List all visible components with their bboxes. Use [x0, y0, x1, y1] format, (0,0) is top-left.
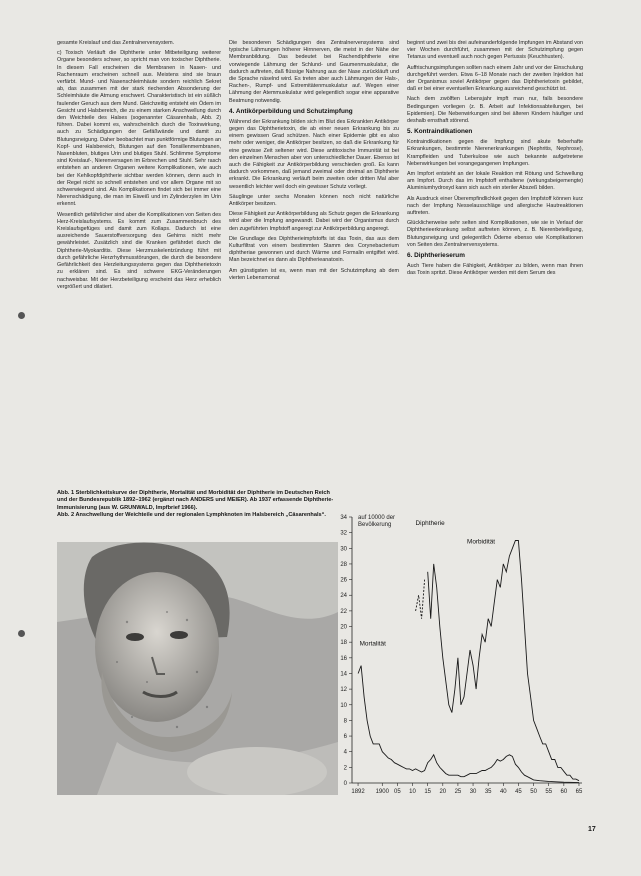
paragraph: Am Impfort entsteht an der lokale Reaktion mit Rötung und Schwellung am Impfort. Durch das im Impfstoff enthaltene (wirkungsbeigemengte) Aluminiumhydroxyd kann sich auch ein steriler Abszeß bilden. — [407, 171, 583, 192]
x-tick-label: 25 — [454, 789, 462, 795]
paragraph: Auch Tiere haben die Fähigkeit, Antikörper zu bilden, wenn man ihnen das Toxin spritzt. Diese Antikörper werden mit dem Serum des — [407, 263, 583, 277]
paragraph: Die besonderen Schädigungen des Zentralnervensystems sind typische Lähmungen höherer Hirnnerven, die meist in der Nähe der Membranbildung. Das bedeutet bei Rachendiphtherie eine vorwiegende Lähmung der Schlund- und Gaumenmuskulatur, die dadurch auftreten, daß flüssige Nahrung aus der Nase zurückläuft und die Sprache näselnd wird. Es treten aber auch Lähmungen der Hals-, Rachen-, Rumpf- und Extremitätenmuskulatur auf. Wegen einer Lähmung der Atemmuskulatur wird gelegentlich sogar eine apparative Beatmung notwendig. — [229, 40, 399, 104]
x-tick-label: 05 — [394, 789, 401, 795]
y-tick-label: 8 — [343, 718, 347, 725]
x-tick-label: 30 — [469, 789, 477, 795]
chart-svg — [334, 505, 594, 805]
x-tick-label: 45 — [515, 789, 522, 795]
series-line-diphtherie — [428, 538, 579, 781]
x-tick-label: 1900 — [375, 789, 389, 795]
caption-abb-2: Abb. 2 Anschwellung der Weichteile und der regionalen Lymphknoten im Halsbereich „Cäsarenhals“. — [57, 511, 326, 518]
y-tick-label: 14 — [340, 671, 347, 678]
y-tick-label: 32 — [340, 530, 347, 537]
x-tick-label: 60 — [560, 789, 568, 795]
y-tick-label: 4 — [343, 749, 347, 756]
y-tick-label: 24 — [340, 593, 347, 600]
paragraph: Nach dem zwölften Lebensjahr impft man nur, falls besondere Bedingungen vorliegen (z. B. Arbeit auf Infektionsabteilungen, bei Epidemien). Die Nebenwirkungen sind bei älteren Kindern häufiger und deshalb ernsthaft störend. — [407, 96, 583, 125]
paragraph: Säuglinge unter sechs Monaten können noch nicht natürliche Antikörper besitzen. — [229, 193, 399, 208]
paragraph: Auffrischungsimpfungen sollten nach einem Jahr und vor der Einschulung durchgeführt werden. Etwa 6–18 Monate nach der zweiten Injektion hat der Organismus soviel Antikörper gegen das Diphtherietoxin gebildet, daß er bei einer eventuellen Erkrankung ausreichend geschützt ist. — [407, 64, 583, 93]
paragraph: Am günstigsten ist es, wenn man mit der Schutzimpfung ab dem vierten Lebensmonat — [229, 267, 399, 281]
series-line-mortalität — [358, 666, 579, 783]
section-heading: 4. Antikörperbildung und Schutzimpfung — [229, 107, 353, 115]
paragraph: Kontraindikationen gegen die Impfung sind akute fieberhafte Erkrankungen, bestimmte Nierenerkrankungen (Nephritis, Nephrose), Krampfleiden und Tuberkulose wie auch bekannte aufgetretene Nebenwirkungen bei vorangegangenen Impfungen. — [407, 139, 583, 167]
text-column-2 — [229, 40, 399, 285]
paragraph: Wesentlich gefährlicher sind aber die Komplikationen von Seiten des Herz-Kreislaufsystems. Es kommt zum Zusammenbruch des Kreislaufsgefüges und damit zum Kollaps. Dadurch ist eine ausreichende Sauerstoffversorgung des Gehirns nicht mehr gewährleistet. Zusätzlich sind die Kranken gefährdet durch die Diphtherie-Myokarditis. Diese Herzmuskelentzündung führt mit durch gefährliche Herzrhythmusstörungen, die durch die besondere Gefährlichkeit des Herzleitungssystems gegen das Diphtherietoxin zu erklären sind. Es sind schwere EKG-Veränderungen nachweisbar. Mit der Herzbeteiligung erscheint das Herz erheblich vergrößert und dilatiert. — [57, 211, 221, 290]
y-tick-label: 0 — [343, 781, 347, 787]
y-tick-label: 2 — [343, 765, 347, 772]
caption-abb-1: Abb. 1 Sterblichkeitskurve der Diphtherie, Mortalität und Morbidität der Diphtherie im Deutschen Reich und der Bundesrepublik 1892–1962 (ergänzt nach ANDERS und MEIER). Ab 1937 erfassende Diphtherie-Immunisierung (aus W. GRUNWALD, Impfbrief 1966). — [57, 490, 334, 511]
text-column-1 — [57, 40, 221, 294]
figure-captions — [57, 490, 335, 519]
series-label-morbidität: Morbidität — [467, 538, 496, 546]
child-neck-swelling-photo — [57, 542, 338, 795]
y-tick-label: 16 — [340, 655, 347, 662]
x-tick-label: 35 — [484, 789, 492, 795]
y-tick-label: 26 — [340, 577, 347, 584]
x-tick-label: 10 — [409, 789, 416, 795]
x-tick-label: 55 — [545, 789, 553, 795]
punch-hole — [18, 312, 25, 319]
text-column-3 — [407, 40, 583, 280]
diphtheria-chart — [334, 505, 594, 805]
paragraph: beginnt und zwei bis drei aufeinanderfolgende Impfungen im Abstand von vier Wochen durchführt, zusammen mit der Schutzimpfung gegen Tetanus und eventuell auch noch gegen Pertussis (Keuchhusten). — [407, 40, 583, 61]
y-tick-label: 34 — [340, 515, 347, 521]
section-heading: 6. Diphtherieserum — [407, 252, 465, 260]
page-number: 17 — [588, 826, 596, 833]
y-tick-label: 30 — [340, 546, 347, 553]
x-tick-label: 65 — [575, 789, 583, 795]
paragraph: gesamte Kreislauf und das Zentralnervensystem. — [57, 40, 175, 46]
y-tick-label: 22 — [340, 608, 347, 615]
punch-hole — [18, 630, 25, 637]
y-tick-label: 12 — [340, 687, 347, 694]
paragraph: Diese Fähigkeit zur Antikörperbildung als Schutz gegen die Erkrankung wird aber die Impfung angewandt. Dabei wird der Organismus durch den zugeführten Impfstoff angeregt zur Antikörperbildung angeregt. — [229, 211, 399, 232]
series-label-mortalität: Mortalität — [359, 640, 386, 648]
y-tick-label: 28 — [340, 561, 347, 568]
y-axis-label-line1: auf 10000 der — [358, 515, 396, 521]
y-tick-label: 18 — [340, 640, 347, 647]
x-tick-label: 40 — [499, 789, 507, 795]
x-tick-label: 20 — [439, 789, 447, 795]
x-tick-label: 50 — [530, 789, 537, 795]
y-axis-label-line2: Bevölkerung — [358, 522, 392, 528]
paragraph: c) Toxisch Verläuft die Diphtherie unter Mitbeteiligung weiterer Organe besonders schwer, so spricht man von toxischer Diphtherie. In diesem Fall erscheinen die Membranen in Nasen- und Rachenraum erscheinen schnell aus. Meistens sind sie braun verfärbt. Mund- und Nasenschleimhäute sondern reichlich Sekret ab, das zusammen mit der stark riechenden Absonderung der Schleimhäute die Atmung erschwert. Charakteristisch ist ein süßlich faulender Geruch aus dem Mund. Gleichzeitig entsteht ein Ödem im Gesicht und Halsbereich, die zu einem starken Anschwellung durch den Weichteile des Halses (sogenannter Cäsarenhals, Abb. 2) führen. Dabei kommt es, wahrscheinlich durch die Toxinwirkung, auch zu Schädigungen der Gefäßwände und damit zu Blutungsneigung. Daher beobachtet man punktförmige Blutungen an Kopf- und Halsbereich, Blutungen auf den Tonsillenmembranen, Nasenbluten, blutiges Urin und blutiges Stuhl. Schlimme Symptome sind Kreislauf-, Nierenversagen im Erbrechen und Stuhl. Sehr rasch entstehen an anderen Organen weitere Komplikationen, wie auch bei der Kehlkopfdiphtherie sichtbar werden können, denn auch in der Regel nicht so schnell entstehen und vor allem Organe mit so schwerwiegend sind. Als Komplikationen findet sich bei immer eine Nierenschädigung, die man im Eiweiß und im Zylinderzylen im Urin erkennt. — [57, 50, 221, 208]
paragraph: Die Grundlage des Diphtherieimpfstoffs ist das Toxin, das aus dem Kulturfiltrat von einem bestimmten Stamm des Corynebacterium diphtheriae gewonnen und durch Wärme und Formalin entgiftet wird. Man bezeichnet es dann als Diphtherieanatoxin. — [229, 235, 399, 264]
paragraph: Als Ausdruck einer Überempfindlichkeit gegen den Impfstoff können kurz nach der Impfung Nesselausschläge und allergische Hautreaktionen auftreten. — [407, 195, 583, 217]
x-tick-label: 15 — [424, 789, 432, 795]
series-label-diphtherie: Diphtherie — [415, 519, 445, 527]
series-line-morbidität — [416, 580, 425, 619]
section-heading: 5. Kontraindikationen — [407, 128, 473, 136]
x-tick-label: 1892 — [351, 789, 365, 795]
y-tick-label: 10 — [340, 702, 347, 709]
paragraph: Glücklicherweise sehr selten sind Komplikationen, wie sie in Verlauf der Diphtherieerkrankung selbst auftreten können, z. B. Nierenbeteiligung, Blutungsneigung und gelegentlich Ödeme ebenso wie Komplikationen von Seiten des Zentralnervensystems. — [407, 220, 583, 248]
y-tick-label: 20 — [340, 624, 347, 631]
paragraph: Während der Erkrankung bilden sich im Blut des Erkrankten Antikörper gegen das Diphtherietoxin, die ab einer neuen Erkrankung bis zu einem gewissen Grad schützen. Nach einer Epidemie gibt es also mehr oder weniger, die Antikörper besitzen, so daß die Erkrankung für eine gewisse Zeit seltener wird. Diese antitoxische Immunität ist bei den einzelnen Menschen aber von unterschiedlicher Dauer. Ebenso ist auch die Fähigkeit zur Antikörperbildung verschieden groß. Es kann dadurch vorkommen, daß jemand zweimal oder dreimal an Diphtherie erkrankt. Die Erkrankung verläuft beim zweiten oder dritten Mal aber wesentlich leichter weil doch ein gewisser Schutz vorliegt. — [229, 118, 399, 190]
y-tick-label: 6 — [343, 734, 347, 741]
photo-illustration — [57, 542, 338, 795]
